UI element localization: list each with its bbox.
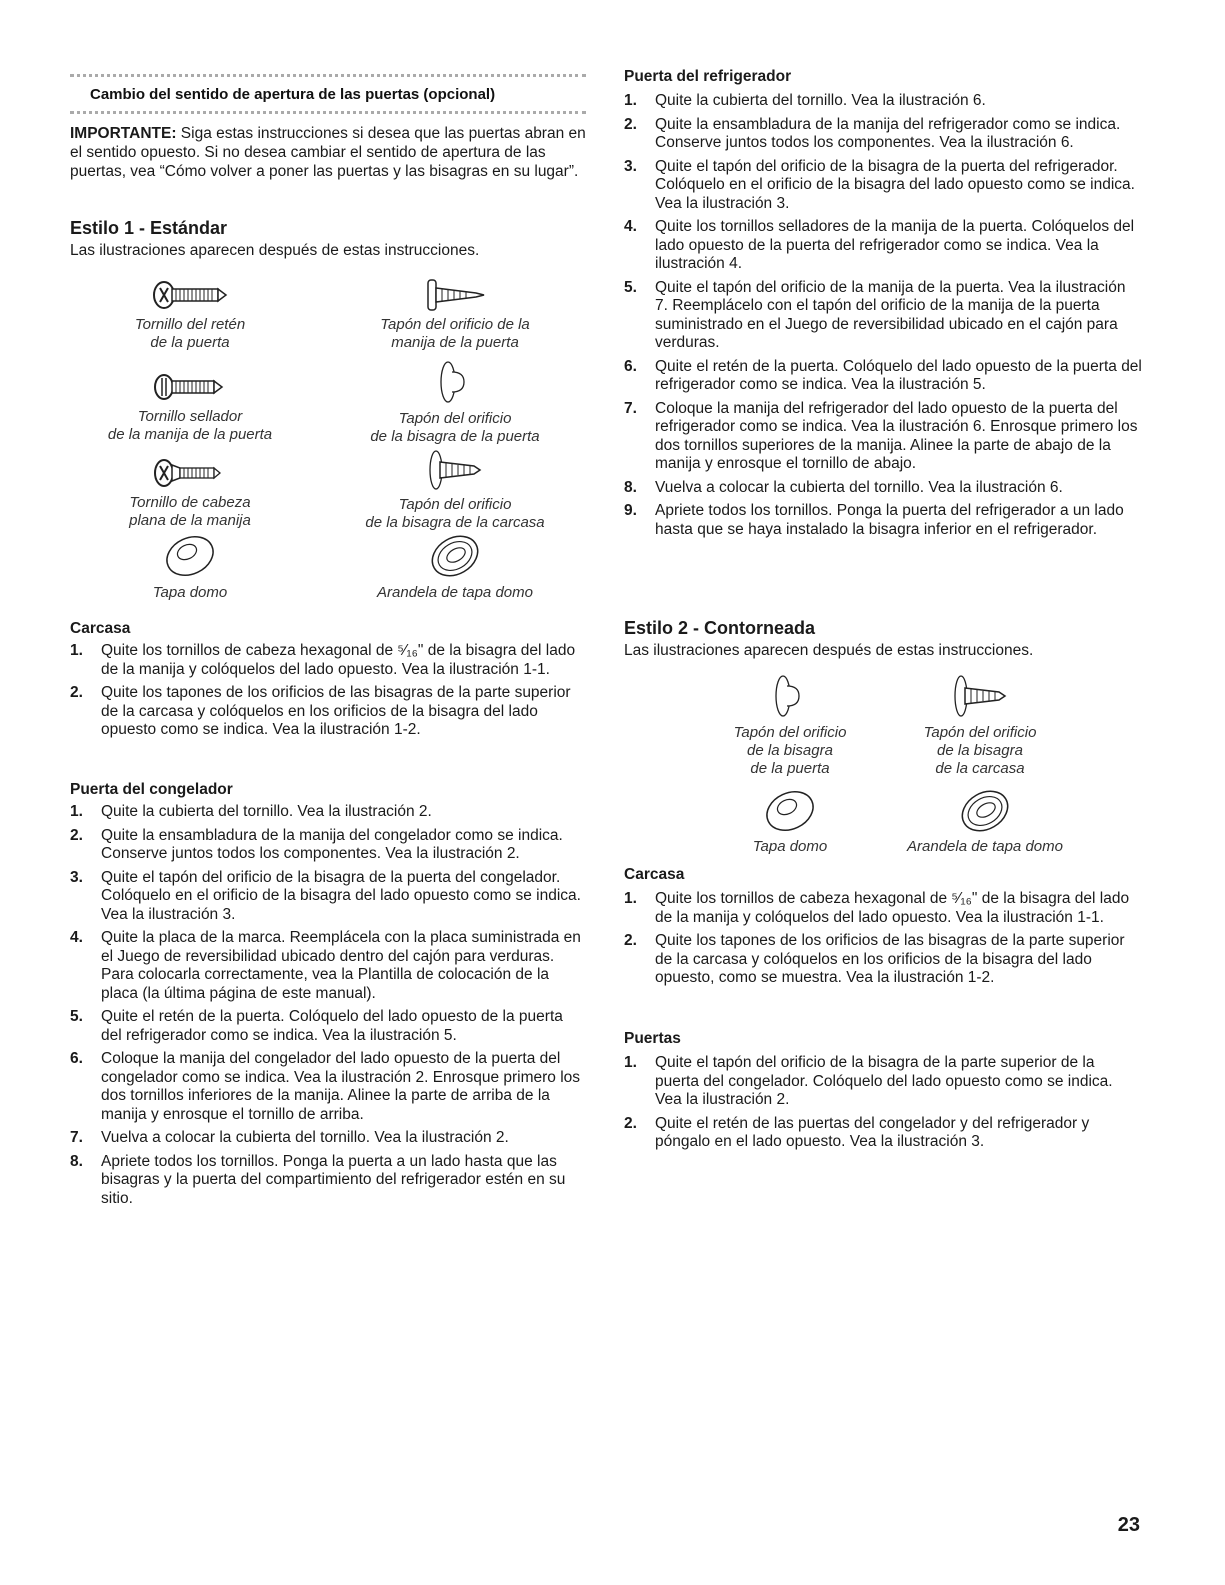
part-label: Tornillo de cabeza plana de la manija xyxy=(129,494,251,529)
carcasa-steps-2 xyxy=(624,890,1142,993)
part-label: Tapón del orificio de la bisagra de la puerta xyxy=(733,724,847,777)
part-handle-seal-screw xyxy=(100,370,280,444)
important-label: IMPORTANTE: xyxy=(70,125,177,142)
list-item: 7. Coloque la manija del refrigerador del lado opuesto de la puerta del refrigerador como se indica. Vea la ilustración 6. Enrosque primero los dos tornillos superiores de la manija. Alinee la parte de abajo de la manija y enrosque el tornillo de abajo. xyxy=(624,399,1138,472)
part-dome-cap-washer xyxy=(350,534,560,602)
list-item: 2. Quite los tapones de los orificios de las bisagras de la parte superior de la carcasa y colóquelos en los orificios de la bisagra del lado opuesto, como se muestra. Vea la ilustración 1-2. xyxy=(624,932,1125,986)
plug-icon xyxy=(420,448,490,492)
dome-cap-icon xyxy=(760,788,820,834)
list-item: 2. Quite la ensambladura de la manija del congelador como se indica. Conserve juntos todos los componentes. Vea la ilustración 2. xyxy=(70,826,563,862)
carcasa-heading-2: Carcasa xyxy=(624,866,685,883)
important-text: Siga estas instrucciones si desea que las puertas abran en el sentido opuesto. Si no desea cambiar el sentido de apertura de las puertas, vea “Cómo volver a poner las puertas y las bisagras en su lugar”. xyxy=(70,125,586,180)
list-item: 6. Quite el retén de la puerta. Colóquelo del lado opuesto de la puerta del refrigerador como se indica. Vea la ilustración 5. xyxy=(624,357,1142,393)
list-item: 3. Quite el tapón del orificio de la bisagra de la puerta del refrigerador. Colóquelo en el orificio de la bisagra del lado opuesto como se indica. Vea la ilustración 3. xyxy=(624,157,1135,212)
hinge-plug-icon xyxy=(765,672,815,720)
style2-intro: Las ilustraciones aparecen después de estas instrucciones. xyxy=(624,642,1034,659)
list-item: 7. Vuelva a colocar la cubierta del tornillo. Vea la ilustración 2. xyxy=(70,1129,509,1146)
part-handle-flathead-screw xyxy=(110,456,270,530)
list-item: 9. Apriete todos los tornillos. Ponga la puerta del refrigerador a un lado hasta que se haya instalado la bisagra inferior en el refrigerador. xyxy=(624,502,1124,538)
part-label: Tapón del orificio de la bisagra de la puerta xyxy=(370,410,540,445)
plug-icon xyxy=(945,672,1015,720)
freezer-door-steps xyxy=(70,803,586,1213)
part-label: Tapón del orificio de la bisagra de la carcasa xyxy=(365,496,545,531)
list-item: 1. Quite el tapón del orificio de la bisagra de la parte superior de la puerta del congelador. Colóquelo del lado opuesto como se indica. Vea la ilustración 2. xyxy=(624,1054,1113,1108)
screw-icon xyxy=(150,456,230,490)
list-item: 6. Coloque la manija del congelador del lado opuesto de la puerta del congelador como se indica. Vea la ilustración 2. Enrosque primero los dos tornillos inferiores de la manija. Alinee la parte de arriba de la manija y enrosque el tornillo de arriba. xyxy=(70,1050,581,1123)
doors-heading: Puertas xyxy=(624,1030,681,1047)
list-item: 4. Quite la placa de la marca. Reemplácela con la placa suministrada en el Juego de reversibilidad ubicado dentro del cajón para verduras. Para colocarla correctamente, vea la Plantilla de colocación de la placa (la última página de este manual). xyxy=(70,929,581,1002)
screw-icon xyxy=(150,278,230,312)
part-dome-cap-washer xyxy=(885,788,1085,856)
hinge-plug-icon xyxy=(430,358,480,406)
style1-title: Estilo 1 - Estándar xyxy=(70,218,228,238)
style2-title: Estilo 2 - Contorneada xyxy=(624,618,816,638)
list-item: 2. Quite el retén de las puertas del congelador y del refrigerador y póngalo en el lado opuesto. Vea la ilustración 3. xyxy=(624,1114,1090,1150)
part-label: Tapón del orificio de la manija de la puerta xyxy=(380,316,530,351)
washer-icon xyxy=(425,534,485,578)
list-item: 2. Quite los tapones de los orificios de las bisagras de la parte superior de la carcasa y colóquelos en los orificios de la bisagra del lado opuesto como se indica. Vea la ilustración 1-2. xyxy=(70,684,571,738)
list-item: 4. Quite los tornillos selladores de la manija de la puerta. Colóquelos del lado opuesto de la puerta del refrigerador como se indica. Vea la ilustración 4. xyxy=(624,218,1135,272)
part-door-stop-screw xyxy=(110,278,270,352)
part-label: Tornillo del retén de la puerta xyxy=(134,316,246,351)
part-label: Arandela de tapa domo xyxy=(377,584,533,601)
section-title: Cambio del sentido de apertura de las puertas (opcional) xyxy=(90,86,496,103)
list-item: 8. Vuelva a colocar la cubierta del tornillo. Vea la ilustración 6. xyxy=(624,478,1063,496)
list-item: 8. Apriete todos los tornillos. Ponga la puerta a un lado hasta que las bisagras y la puerta del compartimiento del refrigerador estén en su sitio. xyxy=(70,1152,566,1207)
part-dome-cap xyxy=(110,534,270,602)
part-label: Arandela de tapa domo xyxy=(907,838,1063,855)
part-label: Tapa domo xyxy=(752,838,828,855)
carcasa-heading: Carcasa xyxy=(70,620,131,637)
part-label: Tapón del orificio de la bisagra de la carcasa xyxy=(923,724,1037,777)
list-item: 3. Quite el tapón del orificio de la bisagra de la puerta del congelador. Colóquelo en el orificio de la bisagra del lado opuesto como se indica. Vea la ilustración 3. xyxy=(70,868,581,923)
part-cabinet-hinge-plug xyxy=(890,672,1070,778)
list-item: 5. Quite el tapón del orificio de la manija de la puerta. Vea la ilustración 7. Reemplácelo con el tapón del orificio de la manija de la puerta suministrado en el Juego de reversibilidad ubicado en el cajón para verduras. xyxy=(624,278,1126,351)
dome-cap-icon xyxy=(160,534,220,578)
carcasa-steps xyxy=(70,642,586,745)
style1-intro: Las ilustraciones aparecen después de estas instrucciones. xyxy=(70,242,480,259)
part-door-hinge-plug xyxy=(700,672,880,778)
important-note xyxy=(70,124,586,181)
part-dome-cap xyxy=(720,788,860,856)
washer-icon xyxy=(955,788,1015,834)
part-label: Tapa domo xyxy=(152,584,228,601)
part-handle-hole-plug xyxy=(350,278,560,352)
list-item: 2. Quite la ensambladura de la manija del refrigerador como se indica. Conserve juntos todos los componentes. Vea la ilustración 6. xyxy=(624,115,1121,151)
screw-icon xyxy=(150,370,230,404)
list-item: 1. Quite los tornillos de cabeza hexagonal de ⁵⁄₁₆" de la bisagra del lado de la manija y colóquelos del lado opuesto. Vea la ilustración 1-1. xyxy=(624,890,1130,926)
part-door-hinge-plug xyxy=(350,358,560,446)
page-number: 23 xyxy=(1117,1514,1140,1536)
list-item: 1. Quite la cubierta del tornillo. Vea la ilustración 6. xyxy=(624,92,986,109)
part-label: Tornillo sellador de la manija de la puerta xyxy=(107,408,273,443)
plug-icon xyxy=(420,278,490,312)
list-item: 5. Quite el retén de la puerta. Colóquelo del lado opuesto de la puerta del refrigerador como se indica. Vea la ilustración 5. xyxy=(70,1008,563,1044)
list-item: 1. Quite la cubierta del tornillo. Vea la ilustración 2. xyxy=(70,803,432,820)
fridge-door-heading: Puerta del refrigerador xyxy=(624,68,792,85)
part-cabinet-hinge-plug xyxy=(340,448,570,532)
doors-steps xyxy=(624,1054,1142,1157)
freezer-door-heading: Puerta del congelador xyxy=(70,781,233,798)
list-item: 1. Quite los tornillos de cabeza hexagonal de ⁵⁄₁₆" de la bisagra del lado de la manija y colóquelos del lado opuesto. Vea la ilustración 1-1. xyxy=(70,642,576,678)
fridge-door-steps xyxy=(624,92,1142,544)
